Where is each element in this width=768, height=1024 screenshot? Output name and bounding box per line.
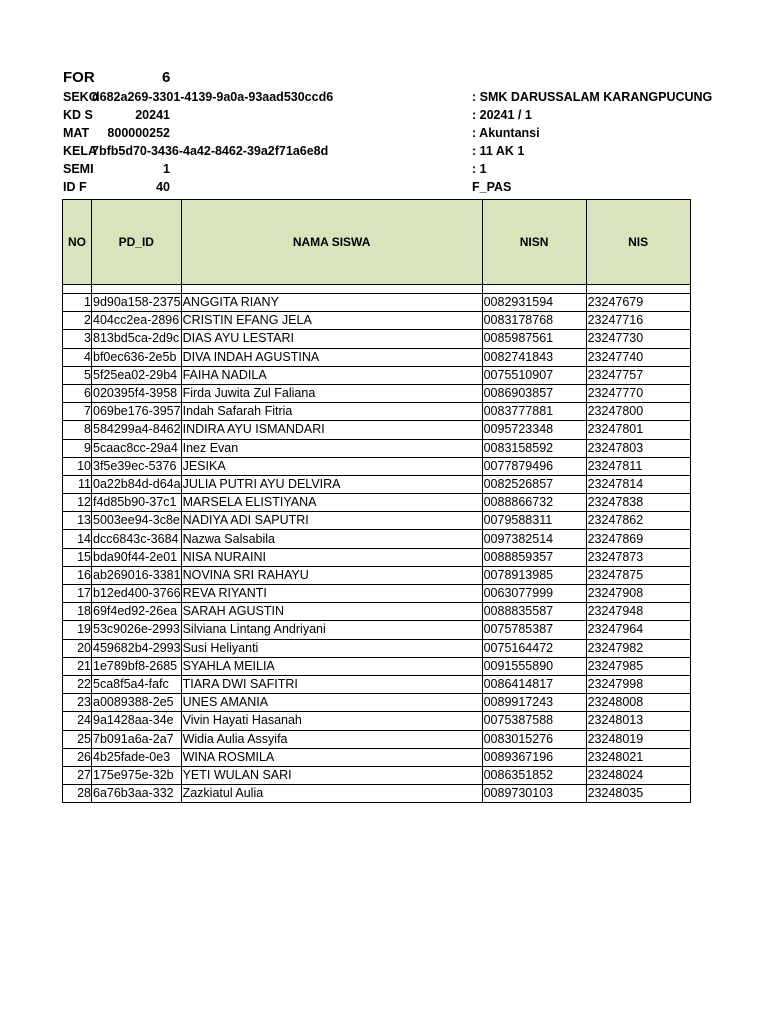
info-label: SEKO <box>63 90 99 104</box>
cell-no: 23 <box>63 694 92 712</box>
cell-nisn: 0088866732 <box>482 494 586 512</box>
cell-nisn: 0089367196 <box>482 748 586 766</box>
table-row <box>63 566 691 584</box>
form-title-value: 6 <box>162 69 171 86</box>
cell-no: 3 <box>63 330 92 348</box>
cell-nisn: 0075785387 <box>482 621 586 639</box>
cell-no: 25 <box>63 730 92 748</box>
info-value: 800000252 <box>107 126 170 140</box>
cell-nis: 23247875 <box>586 566 690 584</box>
cell-nisn: 0088835587 <box>482 603 586 621</box>
cell-nama-siswa: REVA RIYANTI <box>181 585 482 603</box>
col-header-nisn: NISN <box>482 200 586 285</box>
cell-nisn: 0079588311 <box>482 512 586 530</box>
cell-nisn: 0089917243 <box>482 694 586 712</box>
info-label: KD S <box>63 108 93 122</box>
cell-nama-siswa: SARAH AGUSTIN <box>181 603 482 621</box>
table-row <box>63 348 691 366</box>
table-row <box>63 457 691 475</box>
cell-nis: 23247679 <box>586 294 690 312</box>
table-row <box>63 330 691 348</box>
cell-nisn: 0077879496 <box>482 457 586 475</box>
cell-no: 19 <box>63 621 92 639</box>
cell-nisn: 0083015276 <box>482 730 586 748</box>
cell-nama-siswa: Susi Heliyanti <box>181 639 482 657</box>
cell-nisn: 0075510907 <box>482 366 586 384</box>
cell-pd-id: 5f25ea02-29b4 <box>92 366 182 384</box>
cell-nis: 23247770 <box>586 384 690 402</box>
cell-pd-id: 1e789bf8-2685 <box>92 657 182 675</box>
cell-nisn: 0086903857 <box>482 384 586 402</box>
info-label: ID F <box>63 180 87 194</box>
table-row <box>63 603 691 621</box>
cell-nama-siswa: JULIA PUTRI AYU DELVIRA <box>181 475 482 493</box>
cell-nisn: 0097382514 <box>482 530 586 548</box>
cell-nis: 23247800 <box>586 403 690 421</box>
cell-no: 13 <box>63 512 92 530</box>
cell-pd-id: ab269016-3381 <box>92 566 182 584</box>
table-row <box>63 366 691 384</box>
info-detail: : SMK DARUSSALAM KARANGPUCUNG <box>472 90 713 104</box>
cell-nama-siswa: Widia Aulia Assyifa <box>181 730 482 748</box>
cell-pd-id: 813bd5ca-2d9c <box>92 330 182 348</box>
cell-pd-id: bda90f44-2e01 <box>92 548 182 566</box>
cell-nisn: 0075387588 <box>482 712 586 730</box>
cell-nama-siswa: YETI WULAN SARI <box>181 766 482 784</box>
cell-nama-siswa: FAIHA NADILA <box>181 366 482 384</box>
cell-pd-id: 9d90a158-2375 <box>92 294 182 312</box>
col-header-pd-id: PD_ID <box>92 200 182 285</box>
cell-pd-id: a0089388-2e5 <box>92 694 182 712</box>
cell-nisn: 0088859357 <box>482 548 586 566</box>
cell-nis: 23248024 <box>586 766 690 784</box>
cell-nama-siswa: NADIYA ADI SAPUTRI <box>181 512 482 530</box>
table-row <box>63 621 691 639</box>
info-value: 40 <box>156 180 170 194</box>
cell-nisn: 0095723348 <box>482 421 586 439</box>
table-header-row <box>63 200 691 285</box>
cell-no: 20 <box>63 639 92 657</box>
cell-pd-id: b12ed400-3766 <box>92 585 182 603</box>
cell-nama-siswa: INDIRA AYU ISMANDARI <box>181 421 482 439</box>
cell-nisn: 0091555890 <box>482 657 586 675</box>
info-label: KELA <box>63 144 98 158</box>
table-row <box>63 694 691 712</box>
table-row <box>63 748 691 766</box>
table-row <box>63 530 691 548</box>
cell-pd-id: 3f5e39ec-5376 <box>92 457 182 475</box>
cell-nisn: 0085987561 <box>482 330 586 348</box>
cell-nama-siswa: WINA ROSMILA <box>181 748 482 766</box>
cell-nama-siswa: Firda Juwita Zul Faliana <box>181 384 482 402</box>
cell-nis: 23247740 <box>586 348 690 366</box>
cell-nis: 23247873 <box>586 548 690 566</box>
cell-nama-siswa: ANGGITA RIANY <box>181 294 482 312</box>
cell-nama-siswa: DIAS AYU LESTARI <box>181 330 482 348</box>
cell-nisn: 0082526857 <box>482 475 586 493</box>
cell-nis: 23247757 <box>586 366 690 384</box>
cell-pd-id: 020395f4-3958 <box>92 384 182 402</box>
info-label: SEMI <box>63 162 94 176</box>
info-detail: : 11 AK 1 <box>472 144 525 158</box>
form-title: FOR <box>63 69 95 86</box>
cell-nis: 23247811 <box>586 457 690 475</box>
cell-pd-id: f4d85b90-37c1 <box>92 494 182 512</box>
table-row <box>63 766 691 784</box>
cell-nama-siswa: NISA NURAINI <box>181 548 482 566</box>
cell-pd-id: 53c9026e-2993 <box>92 621 182 639</box>
cell-no: 11 <box>63 475 92 493</box>
cell-pd-id: 6a76b3aa-332 <box>92 785 182 803</box>
cell-nama-siswa: SYAHLA MEILIA <box>181 657 482 675</box>
info-detail: : 1 <box>472 162 487 176</box>
cell-nis: 23247716 <box>586 312 690 330</box>
cell-nama-siswa: Nazwa Salsabila <box>181 530 482 548</box>
table-row <box>63 639 691 657</box>
table-body <box>63 285 691 803</box>
cell-no: 14 <box>63 530 92 548</box>
cell-no: 22 <box>63 675 92 693</box>
cell-pd-id: 404cc2ea-2896 <box>92 312 182 330</box>
cell-nis: 23247803 <box>586 439 690 457</box>
table-row <box>63 312 691 330</box>
cell-nama-siswa: MARSELA ELISTIYANA <box>181 494 482 512</box>
cell-no: 5 <box>63 366 92 384</box>
table-row <box>63 421 691 439</box>
col-header-nis: NIS <box>586 200 690 285</box>
table-row <box>63 585 691 603</box>
cell-nama-siswa: Silviana Lintang Andriyani <box>181 621 482 639</box>
cell-nis: 23247985 <box>586 657 690 675</box>
cell-nama-siswa: TIARA DWI SAFITRI <box>181 675 482 693</box>
cell-pd-id: 5caac8cc-29a4 <box>92 439 182 457</box>
table-row <box>63 675 691 693</box>
cell-nama-siswa: JESIKA <box>181 457 482 475</box>
cell-no: 16 <box>63 566 92 584</box>
cell-nis: 23247801 <box>586 421 690 439</box>
cell-nisn: 0078913985 <box>482 566 586 584</box>
cell-nisn: 0083178768 <box>482 312 586 330</box>
info-detail: F_PAS <box>472 180 512 194</box>
cell-nisn: 0063077999 <box>482 585 586 603</box>
cell-nis: 23247908 <box>586 585 690 603</box>
cell-nis: 23248008 <box>586 694 690 712</box>
cell-no: 6 <box>63 384 92 402</box>
cell-nisn: 0083777881 <box>482 403 586 421</box>
cell-pd-id: 5ca8f5a4-fafc <box>92 675 182 693</box>
cell-nis: 23248013 <box>586 712 690 730</box>
cell-nis: 23247998 <box>586 675 690 693</box>
cell-nis: 23248035 <box>586 785 690 803</box>
cell-no: 26 <box>63 748 92 766</box>
cell-pd-id: 9a1428aa-34e <box>92 712 182 730</box>
col-header-no: NO <box>63 200 92 285</box>
cell-nisn: 0082741843 <box>482 348 586 366</box>
cell-nama-siswa: Vivin Hayati Hasanah <box>181 712 482 730</box>
table-row <box>63 494 691 512</box>
col-header-nama-siswa: NAMA SISWA <box>181 200 482 285</box>
table-row <box>63 294 691 312</box>
cell-nisn: 0086414817 <box>482 675 586 693</box>
info-detail: : 20241 / 1 <box>472 108 532 122</box>
cell-pd-id: 584299a4-8462 <box>92 421 182 439</box>
info-label: MAT <box>63 126 90 140</box>
cell-pd-id: bf0ec636-2e5b <box>92 348 182 366</box>
cell-nama-siswa: Zazkiatul Aulia <box>181 785 482 803</box>
table-row <box>63 785 691 803</box>
cell-nisn: 0086351852 <box>482 766 586 784</box>
cell-no: 28 <box>63 785 92 803</box>
cell-no: 2 <box>63 312 92 330</box>
cell-nama-siswa: DIVA INDAH AGUSTINA <box>181 348 482 366</box>
table-row <box>63 712 691 730</box>
table-row <box>63 548 691 566</box>
cell-pd-id: 4b25fade-0e3 <box>92 748 182 766</box>
cell-no: 24 <box>63 712 92 730</box>
info-value: 1 <box>163 162 170 176</box>
table-row <box>63 384 691 402</box>
cell-nis: 23247982 <box>586 639 690 657</box>
cell-nis: 23247730 <box>586 330 690 348</box>
cell-nama-siswa: CRISTIN EFANG JELA <box>181 312 482 330</box>
cell-nisn: 0075164472 <box>482 639 586 657</box>
cell-nama-siswa: Indah Safarah Fitria <box>181 403 482 421</box>
cell-no: 10 <box>63 457 92 475</box>
cell-nis: 23247964 <box>586 621 690 639</box>
cell-nis: 23248019 <box>586 730 690 748</box>
cell-no: 17 <box>63 585 92 603</box>
cell-nis: 23247862 <box>586 512 690 530</box>
table-row <box>63 439 691 457</box>
cell-no: 9 <box>63 439 92 457</box>
cell-pd-id: 0a22b84d-d64a <box>92 475 182 493</box>
cell-pd-id: dcc6843c-3684 <box>92 530 182 548</box>
table-spacer-row <box>63 285 691 294</box>
cell-no: 7 <box>63 403 92 421</box>
cell-nis: 23247814 <box>586 475 690 493</box>
cell-pd-id: 175e975e-32b <box>92 766 182 784</box>
cell-no: 18 <box>63 603 92 621</box>
cell-nama-siswa: Inez Evan <box>181 439 482 457</box>
student-table <box>62 199 691 803</box>
info-detail: : Akuntansi <box>472 126 540 140</box>
cell-nis: 23247838 <box>586 494 690 512</box>
cell-pd-id: 069be176-3957 <box>92 403 182 421</box>
info-value: 7bfb5d70-3436-4a42-8462-39a2f71a6e8d <box>92 144 329 158</box>
table-row <box>63 512 691 530</box>
table-row <box>63 730 691 748</box>
cell-nisn: 0089730103 <box>482 785 586 803</box>
cell-no: 15 <box>63 548 92 566</box>
cell-no: 4 <box>63 348 92 366</box>
cell-nis: 23247869 <box>586 530 690 548</box>
cell-pd-id: 69f4ed92-26ea <box>92 603 182 621</box>
cell-nis: 23248021 <box>586 748 690 766</box>
cell-pd-id: 7b091a6a-2a7 <box>92 730 182 748</box>
cell-no: 12 <box>63 494 92 512</box>
info-value: d682a269-3301-4139-9a0a-93aad530ccd6 <box>92 90 334 104</box>
cell-pd-id: 459682b4-2993 <box>92 639 182 657</box>
cell-no: 8 <box>63 421 92 439</box>
cell-no: 27 <box>63 766 92 784</box>
cell-nisn: 0083158592 <box>482 439 586 457</box>
cell-nisn: 0082931594 <box>482 294 586 312</box>
cell-pd-id: 5003ee94-3c8e <box>92 512 182 530</box>
cell-nama-siswa: UNES AMANIA <box>181 694 482 712</box>
cell-nama-siswa: NOVINA SRI RAHAYU <box>181 566 482 584</box>
table-row <box>63 657 691 675</box>
info-value: 20241 <box>135 108 170 122</box>
table-row <box>63 403 691 421</box>
table-row <box>63 475 691 493</box>
cell-nis: 23247948 <box>586 603 690 621</box>
cell-no: 1 <box>63 294 92 312</box>
cell-no: 21 <box>63 657 92 675</box>
